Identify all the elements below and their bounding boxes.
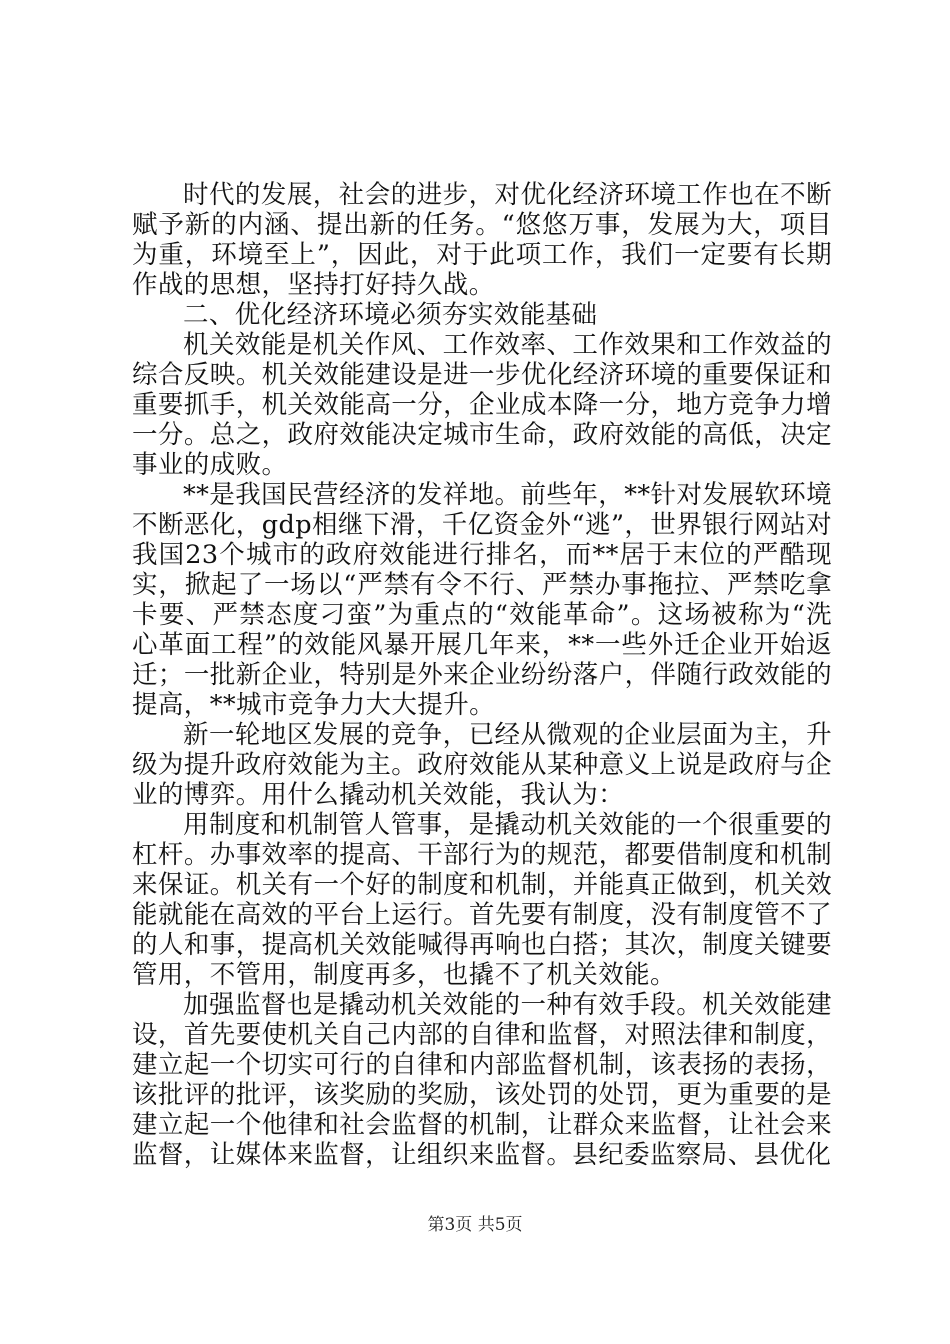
paragraph-4: 新一轮地区发展的竞争，已经从微观的企业层面为主，升级为提升政府效能为主。政府效能从某种意义上说是政府与企业的博弈。用什么撬动机关效能，我认为： [132, 720, 832, 810]
paragraph-2: 机关效能是机关作风、工作效率、工作效果和工作效益的综合反映。机关效能建设是进一步优化经济环境的重要保证和重要抓手，机关效能高一分，企业成本降一分，地方竞争力增一分。总之，政府效能决定城市生命，政府效能的高低，决定事业的成败。 [132, 330, 832, 480]
paragraph-3: **是我国民营经济的发祥地。前些年，**针对发展软环境不断恶化，gdp相继下滑，千亿资金外“逃”，世界银行网站对我国23个城市的政府效能进行排名，而**居于末位的严酷现实，掀起了一场以“严禁有令不行、严禁办事拖拉、严禁吃拿卡要、严禁态度刁蛮”为重点的“效能革命”。这场被称为“洗心革面工程”的效能风暴开展几年来，**一些外迁企业开始返迁；一批新企业，特别是外来企业纷纷落户，伴随行政效能的提高，**城市竞争力大大提升。 [132, 480, 832, 720]
page-number-footer: 第3页 共5页 [427, 1215, 523, 1235]
paragraph-1: 时代的发展，社会的进步，对优化经济环境工作也在不断赋予新的内涵、提出新的任务。“悠悠万事，发展为大，项目为重，环境至上”，因此，对于此项工作，我们一定要有长期作战的思想，坚持打好持久战。 [132, 180, 832, 300]
document-body [132, 180, 832, 1170]
paragraph-5: 用制度和机制管人管事，是撬动机关效能的一个很重要的杠杆。办事效率的提高、干部行为的规范，都要借制度和机制来保证。机关有一个好的制度和机制，并能真正做到，机关效能就能在高效的平台上运行。首先要有制度，没有制度管不了的人和事，提高机关效能喊得再响也白搭；其次，制度关键要管用，不管用，制度再多，也撬不了机关效能。 [132, 810, 832, 990]
section-heading: 二、优化经济环境必须夯实效能基础 [183, 300, 598, 330]
paragraph-6: 加强监督也是撬动机关效能的一种有效手段。机关效能建设，首先要使机关自己内部的自律和监督，对照法律和制度，建立起一个切实可行的自律和内部监督机制，该表扬的表扬，该批评的批评，该奖励的奖励，该处罚的处罚，更为重要的是建立起一个他律和社会监督的机制，让群众来监督，让社会来监督，让媒体来监督，让组织来监督。县纪委监察局、县优化 [132, 990, 832, 1170]
